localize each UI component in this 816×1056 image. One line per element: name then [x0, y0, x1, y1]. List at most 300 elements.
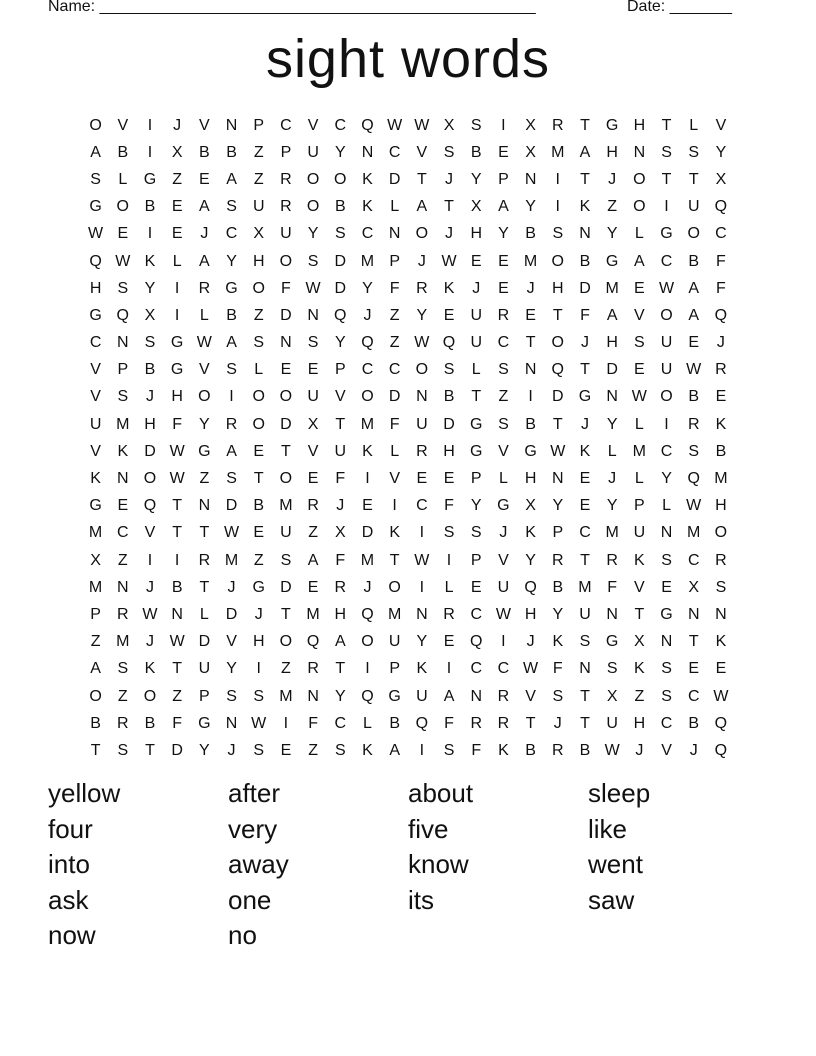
grid-letter: H [633, 116, 646, 134]
grid-row [82, 166, 742, 193]
grid-letter: S [443, 361, 455, 379]
grid-letter: T [634, 605, 645, 623]
grid-letter: N [687, 605, 700, 623]
grid-letter: K [634, 660, 645, 678]
grid-letter: C [89, 334, 102, 352]
grid-letter: B [117, 143, 129, 161]
grid-letter: I [501, 633, 506, 651]
grid-letter: T [552, 306, 563, 324]
grid-letter: L [607, 442, 617, 460]
grid-letter: N [606, 605, 618, 623]
grid-letter: T [444, 198, 454, 216]
grid-letter: M [605, 524, 619, 542]
grid-letter: Y [144, 279, 156, 297]
grid-letter: N [416, 605, 428, 623]
grid-letter: U [307, 143, 319, 161]
grid-letter: V [144, 524, 156, 542]
grid-letter: T [335, 415, 346, 433]
grid-letter: S [443, 524, 455, 542]
grid-letter: H [252, 633, 265, 651]
grid-letter: J [254, 605, 263, 623]
grid-letter: E [498, 143, 509, 161]
grid-letter: Z [90, 633, 101, 651]
grid-letter: L [199, 605, 209, 623]
grid-letter: S [498, 415, 509, 433]
grid-letter: C [416, 497, 428, 515]
grid-letter: I [147, 225, 153, 243]
grid-letter: F [335, 470, 346, 488]
grid-letter: S [117, 660, 129, 678]
grid-letter: O [143, 470, 157, 488]
grid-letter: R [470, 714, 482, 732]
grid-row [82, 330, 742, 357]
grid-letter: X [307, 415, 319, 433]
grid-letter: X [253, 225, 265, 243]
grid-letter: G [198, 714, 211, 732]
grid-letter: P [389, 660, 400, 678]
grid-letter: T [525, 334, 536, 352]
grid-letter: Y [226, 660, 237, 678]
grid-letter: O [660, 306, 673, 324]
grid-letter: Z [389, 334, 400, 352]
grid-letter: K [634, 551, 645, 569]
grid-letter: S [117, 279, 129, 297]
grid-letter: I [528, 388, 533, 406]
grid-letter: L [634, 415, 644, 433]
grid-letter: U [198, 660, 211, 678]
grid-letter: F [389, 279, 400, 297]
grid-letter: E [579, 470, 591, 488]
grid-letter: D [579, 279, 591, 297]
grid-letter: G [469, 415, 483, 433]
grid-letter: F [444, 714, 454, 732]
name-field-line: Name: _________________________________________________ [48, 0, 536, 15]
grid-letter: S [253, 687, 265, 705]
grid-letter: B [525, 741, 536, 759]
grid-letter: C [280, 116, 292, 134]
grid-letter: K [362, 170, 373, 188]
word-bank-item: away [228, 849, 289, 879]
grid-letter: R [117, 605, 129, 623]
grid-row [82, 248, 742, 275]
grid-row [82, 411, 742, 438]
grid-letter: S [117, 741, 129, 759]
grid-letter: K [90, 470, 101, 488]
grid-letter: U [579, 605, 591, 623]
grid-letter: P [90, 605, 101, 623]
grid-letter: W [305, 279, 321, 297]
grid-letter: U [633, 524, 646, 542]
grid-letter: Q [361, 116, 374, 134]
grid-letter: I [256, 660, 261, 678]
grid-letter: M [523, 252, 538, 270]
grid-letter: J [200, 225, 209, 243]
grid-letter: C [334, 714, 347, 732]
grid-letter: G [89, 306, 102, 324]
grid-letter: L [634, 225, 644, 243]
grid-letter: C [388, 361, 401, 379]
grid-letter: U [89, 415, 102, 433]
grid-letter: R [307, 660, 319, 678]
grid-letter: Q [415, 714, 429, 732]
grid-letter: S [606, 660, 618, 678]
grid-letter: V [307, 442, 319, 460]
grid-letter: T [199, 524, 210, 542]
grid-letter: F [389, 415, 400, 433]
grid-letter: A [416, 198, 428, 216]
grid-letter: S [334, 225, 346, 243]
grid-letter: X [634, 633, 645, 651]
grid-letter: Y [606, 497, 618, 515]
grid-letter: V [715, 116, 727, 134]
grid-letter: K [525, 524, 536, 542]
grid-letter: E [443, 470, 455, 488]
grid-letter: J [227, 741, 236, 759]
grid-letter: B [470, 143, 482, 161]
grid-letter: E [416, 470, 428, 488]
grid-letter: S [661, 660, 672, 678]
grid-letter: B [525, 225, 536, 243]
grid-letter: G [170, 334, 184, 352]
grid-letter: N [388, 225, 401, 243]
grid-letter: N [470, 687, 482, 705]
grid-letter: N [524, 361, 537, 379]
grid-letter: S [443, 741, 455, 759]
grid-letter: F [172, 415, 183, 433]
grid-letter: W [550, 442, 566, 460]
grid-letter: M [88, 578, 103, 596]
grid-letter: U [280, 225, 292, 243]
grid-letter: Q [469, 633, 483, 651]
grid-letter: F [607, 578, 618, 596]
grid-letter: A [199, 198, 210, 216]
grid-letter: T [389, 551, 400, 569]
grid-letter: G [388, 687, 401, 705]
grid-letter: U [660, 334, 673, 352]
grid-letter: U [388, 633, 401, 651]
grid-letter: P [552, 524, 564, 542]
grid-letter: N [416, 388, 428, 406]
grid-letter: T [580, 116, 590, 134]
grid-letter: W [142, 605, 158, 623]
grid-letter: A [226, 170, 237, 188]
grid-letter: W [414, 551, 430, 569]
grid-letter: K [715, 415, 727, 433]
grid-letter: B [579, 252, 591, 270]
grid-letter: O [551, 252, 564, 270]
grid-letter: G [497, 497, 510, 515]
grid-letter: Q [89, 252, 102, 270]
grid-letter: Q [714, 741, 728, 759]
grid-letter: P [253, 116, 265, 134]
grid-letter: E [498, 279, 509, 297]
grid-letter: T [661, 170, 672, 188]
grid-letter: J [635, 741, 644, 759]
grid-letter: N [307, 306, 319, 324]
grid-letter: D [198, 633, 211, 651]
grid-letter: K [498, 741, 509, 759]
grid-letter: V [334, 388, 346, 406]
grid-letter: S [552, 225, 564, 243]
grid-letter: B [144, 361, 156, 379]
grid-letter: Q [714, 714, 728, 732]
grid-letter: R [606, 551, 618, 569]
grid-letter: K [362, 442, 373, 460]
grid-letter: N [579, 225, 591, 243]
grid-letter: D [334, 279, 347, 297]
grid-letter: R [497, 687, 510, 705]
grid-letter: A [634, 252, 645, 270]
grid-letter: Q [442, 334, 456, 352]
grid-letter: S [253, 741, 265, 759]
grid-row [82, 194, 742, 221]
grid-letter: G [89, 497, 102, 515]
grid-letter: I [664, 198, 669, 216]
grid-letter: K [552, 633, 564, 651]
grid-letter: D [225, 497, 238, 515]
grid-letter: Z [498, 388, 509, 406]
grid-letter: D [280, 306, 292, 324]
grid-letter: S [470, 116, 482, 134]
page-title: sight words [265, 29, 551, 89]
grid-letter: W [169, 633, 185, 651]
grid-letter: R [687, 415, 700, 433]
grid-letter: W [495, 605, 511, 623]
grid-letter: I [174, 279, 180, 297]
grid-letter: G [198, 442, 211, 460]
grid-letter: N [198, 497, 211, 515]
grid-letter: E [634, 361, 645, 379]
grid-letter: O [415, 361, 429, 379]
grid-letter: T [688, 170, 699, 188]
grid-letter: B [253, 497, 265, 515]
grid-letter: B [389, 714, 400, 732]
grid-letter: M [88, 524, 103, 542]
grid-letter: S [280, 551, 292, 569]
grid-letter: X [144, 306, 156, 324]
grid-letter: O [89, 116, 102, 134]
grid-letter: Y [606, 415, 618, 433]
grid-letter: A [688, 279, 700, 297]
word-bank-item: one [228, 884, 272, 915]
grid-letter: G [605, 633, 619, 651]
grid-letter: Z [172, 170, 183, 188]
grid-letter: D [280, 415, 292, 433]
grid-letter: E [715, 388, 727, 406]
grid-letter: R [307, 497, 319, 515]
grid-letter: K [362, 741, 373, 759]
grid-letter: Q [306, 633, 320, 651]
grid-letter: J [145, 633, 154, 651]
grid-letter: T [688, 633, 699, 651]
grid-letter: Q [714, 306, 728, 324]
grid-letter: N [524, 170, 537, 188]
grid-letter: R [334, 578, 347, 596]
grid-letter: E [253, 524, 265, 542]
grid-letter: Y [498, 225, 509, 243]
grid-letter: J [526, 633, 535, 651]
grid-letter: Z [117, 687, 128, 705]
grid-letter: W [414, 334, 430, 352]
grid-letter: F [580, 306, 590, 324]
grid-letter: E [171, 225, 183, 243]
grid-letter: S [117, 388, 129, 406]
grid-letter: S [634, 334, 645, 352]
grid-letter: B [226, 143, 237, 161]
grid-letter: E [661, 578, 672, 596]
grid-letter: E [715, 660, 727, 678]
grid-letter: X [171, 143, 183, 161]
grid-letter: Z [199, 470, 210, 488]
grid-letter: H [606, 334, 618, 352]
grid-letter: Z [117, 551, 128, 569]
grid-letter: S [552, 687, 564, 705]
grid-letter: C [497, 660, 510, 678]
grid-letter: B [579, 741, 591, 759]
grid-letter: O [306, 198, 320, 216]
grid-letter: B [688, 252, 700, 270]
grid-letter: S [307, 334, 319, 352]
grid-letter: V [498, 442, 509, 460]
grid-letter: J [227, 578, 236, 596]
grid-letter: P [117, 361, 129, 379]
grid-letter: U [307, 388, 319, 406]
grid-letter: F [471, 741, 482, 759]
grid-letter: O [660, 388, 673, 406]
grid-letter: X [715, 170, 727, 188]
word-bank-item: very [228, 813, 278, 844]
grid-letter: J [336, 497, 345, 515]
grid-letter: I [147, 551, 153, 569]
grid-letter: F [716, 252, 726, 270]
grid-letter: C [497, 334, 510, 352]
grid-letter: N [660, 633, 673, 651]
grid-letter: H [633, 714, 646, 732]
grid-letter: T [416, 170, 427, 188]
grid-letter: Q [361, 334, 374, 352]
grid-letter: F [716, 279, 726, 297]
grid-letter: Y [552, 497, 564, 515]
grid-letter: U [334, 442, 347, 460]
grid-letter: N [633, 143, 646, 161]
grid-letter: C [579, 524, 591, 542]
grid-letter: I [229, 388, 234, 406]
grid-letter: E [688, 660, 700, 678]
grid-letter: W [686, 361, 702, 379]
grid-letter: X [525, 116, 536, 134]
grid-letter: X [334, 524, 346, 542]
grid-letter: K [579, 442, 591, 460]
grid-letter: T [471, 388, 482, 406]
grid-letter: O [143, 687, 157, 705]
grid-letter: V [307, 116, 319, 134]
grid-letter: A [90, 660, 101, 678]
grid-letter: D [388, 170, 401, 188]
grid-letter: G [89, 198, 102, 216]
word-bank-item: about [408, 778, 474, 808]
grid-letter: I [501, 116, 506, 134]
grid-letter: M [116, 415, 130, 433]
grid-letter: B [90, 714, 101, 732]
grid-row [82, 275, 742, 302]
grid-letter: F [308, 714, 318, 732]
grid-letter: S [226, 687, 237, 705]
grid-letter: Q [714, 198, 728, 216]
grid-row [82, 737, 742, 764]
grid-letter: N [117, 578, 129, 596]
grid-letter: M [360, 551, 375, 569]
grid-letter: S [661, 687, 672, 705]
grid-letter: C [117, 524, 129, 542]
grid-letter: X [525, 497, 536, 515]
grid-letter: E [470, 578, 482, 596]
grid-letter: T [145, 741, 155, 759]
grid-letter: K [416, 660, 428, 678]
grid-letter: O [633, 198, 646, 216]
grid-letter: R [117, 714, 129, 732]
grid-letter: W [115, 252, 131, 270]
grid-letter: L [390, 442, 400, 460]
grid-letter: T [580, 714, 590, 732]
grid-letter: P [199, 687, 210, 705]
grid-letter: T [199, 578, 210, 596]
grid-letter: L [363, 714, 372, 732]
grid-letter: O [551, 334, 564, 352]
grid-letter: I [555, 198, 560, 216]
grid-letter: W [169, 470, 185, 488]
grid-letter: K [144, 252, 156, 270]
grid-letter: B [199, 143, 210, 161]
grid-letter: H [524, 470, 537, 488]
grid-letter: J [716, 334, 725, 352]
grid-letter: L [662, 497, 671, 515]
grid-letter: R [443, 605, 455, 623]
grid-row [82, 302, 742, 329]
grid-letter: Q [524, 578, 537, 596]
grid-letter: E [280, 361, 292, 379]
grid-letter: R [715, 551, 727, 569]
grid-letter: I [446, 551, 452, 569]
grid-letter: O [361, 388, 374, 406]
grid-row [82, 710, 742, 737]
word-bank-item: ask [48, 884, 89, 915]
grid-letter: C [361, 225, 374, 243]
grid-letter: V [117, 116, 129, 134]
grid-letter: A [498, 198, 509, 216]
word-bank-item: into [48, 849, 90, 879]
grid-letter: L [689, 116, 699, 134]
grid-letter: Y [199, 415, 210, 433]
grid-letter: V [416, 143, 428, 161]
grid-letter: U [416, 687, 428, 705]
grid-letter: Y [661, 470, 672, 488]
grid-letter: T [661, 116, 672, 134]
grid-letter: S [90, 170, 101, 188]
grid-letter: Y [307, 225, 319, 243]
grid-letter: J [173, 116, 182, 134]
grid-letter: T [525, 714, 536, 732]
grid-row [82, 574, 742, 601]
grid-letter: T [172, 660, 183, 678]
grid-letter: N [715, 605, 727, 623]
grid-letter: F [444, 497, 454, 515]
grid-letter: P [470, 470, 482, 488]
grid-letter: J [689, 741, 698, 759]
grid-letter: M [687, 524, 701, 542]
grid-letter: Y [199, 741, 210, 759]
word-bank-item: now [48, 920, 96, 950]
grid-letter: I [555, 170, 560, 188]
